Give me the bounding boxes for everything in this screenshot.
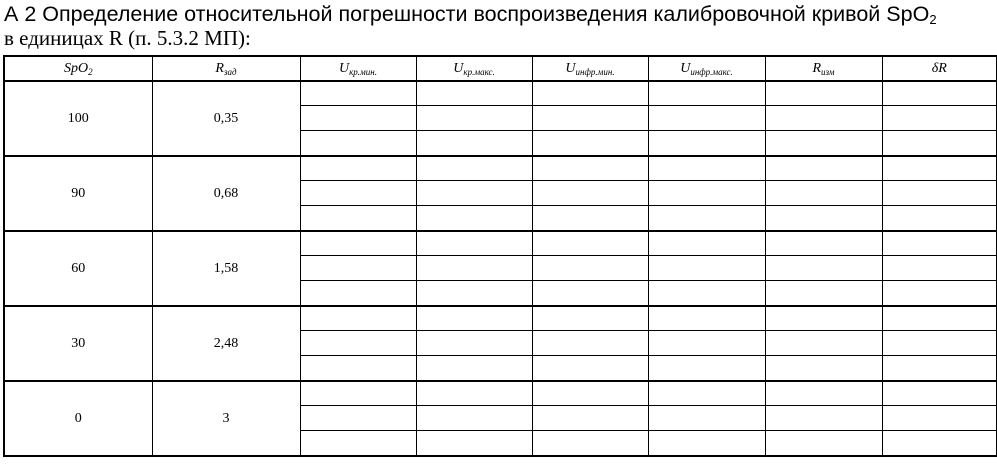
header-spo2: SpO$_2$ — [4, 56, 152, 81]
cell-empty[interactable] — [300, 356, 416, 382]
cell-empty[interactable] — [882, 306, 997, 331]
cell-empty[interactable] — [765, 381, 882, 406]
cell-empty[interactable] — [882, 331, 997, 356]
cell-empty[interactable] — [416, 356, 532, 382]
cell-empty[interactable] — [648, 81, 765, 106]
cell-empty[interactable] — [532, 356, 648, 382]
cell-empty[interactable] — [416, 306, 532, 331]
cell-empty[interactable] — [416, 281, 532, 307]
cell-empty[interactable] — [765, 156, 882, 181]
cell-empty[interactable] — [648, 256, 765, 281]
cell-empty[interactable] — [532, 381, 648, 406]
header-delta-r: δR — [882, 56, 997, 81]
cell-empty[interactable] — [765, 331, 882, 356]
cell-empty[interactable] — [532, 206, 648, 232]
cell-empty[interactable] — [765, 206, 882, 232]
cell-empty[interactable] — [765, 256, 882, 281]
cell-empty[interactable] — [882, 381, 997, 406]
cell-empty[interactable] — [648, 156, 765, 181]
cell-empty[interactable] — [300, 156, 416, 181]
cell-empty[interactable] — [300, 281, 416, 307]
table-row — [4, 81, 997, 106]
cell-empty[interactable] — [648, 331, 765, 356]
cell-empty[interactable] — [532, 106, 648, 131]
cell-empty[interactable] — [648, 131, 765, 157]
cell-empty[interactable] — [300, 331, 416, 356]
section-title-line-1: А 2 Определение относительной погрешности воспроизведения калибровочной кривой SpO$_2$ — [4, 2, 937, 27]
cell-empty[interactable] — [532, 256, 648, 281]
cell-empty[interactable] — [882, 431, 997, 457]
cell-empty[interactable] — [416, 431, 532, 457]
cell-empty[interactable] — [532, 131, 648, 157]
cell-empty[interactable] — [416, 81, 532, 106]
cell-empty[interactable] — [532, 431, 648, 457]
calibration-table — [3, 55, 997, 457]
cell-empty[interactable] — [765, 281, 882, 307]
cell-empty[interactable] — [765, 231, 882, 256]
cell-empty[interactable] — [532, 231, 648, 256]
cell-empty[interactable] — [532, 331, 648, 356]
table-header-row — [4, 56, 997, 81]
cell-empty[interactable] — [882, 156, 997, 181]
cell-empty[interactable] — [765, 181, 882, 206]
cell-spo2: 100 — [4, 81, 152, 156]
cell-empty[interactable] — [300, 431, 416, 457]
cell-empty[interactable] — [648, 431, 765, 457]
cell-empty[interactable] — [416, 331, 532, 356]
section-title-line-2: в единицах R (п. 5.3.2 МП): — [4, 26, 251, 50]
cell-empty[interactable] — [882, 256, 997, 281]
cell-empty[interactable] — [300, 181, 416, 206]
cell-empty[interactable] — [648, 181, 765, 206]
cell-empty[interactable] — [765, 306, 882, 331]
cell-empty[interactable] — [300, 131, 416, 157]
cell-empty[interactable] — [300, 231, 416, 256]
cell-empty[interactable] — [765, 406, 882, 431]
cell-empty[interactable] — [882, 81, 997, 106]
cell-empty[interactable] — [416, 106, 532, 131]
cell-spo2: 90 — [4, 156, 152, 231]
cell-r-set: 0,35 — [152, 81, 300, 156]
cell-empty[interactable] — [648, 231, 765, 256]
header-u-ir-min: $U_{инфр.мин.}$ — [532, 56, 648, 81]
cell-empty[interactable] — [300, 381, 416, 406]
cell-empty[interactable] — [648, 206, 765, 232]
cell-empty[interactable] — [648, 406, 765, 431]
cell-empty[interactable] — [882, 106, 997, 131]
cell-empty[interactable] — [300, 106, 416, 131]
cell-empty[interactable] — [882, 356, 997, 382]
cell-empty[interactable] — [648, 306, 765, 331]
cell-empty[interactable] — [882, 231, 997, 256]
cell-empty[interactable] — [765, 356, 882, 382]
header-u-red-min: $U_{кр.мин.}$ — [300, 56, 416, 81]
cell-empty[interactable] — [882, 206, 997, 232]
cell-empty[interactable] — [882, 181, 997, 206]
table-row — [4, 156, 997, 181]
cell-empty[interactable] — [765, 131, 882, 157]
cell-empty[interactable] — [532, 281, 648, 307]
cell-empty[interactable] — [416, 206, 532, 232]
cell-empty[interactable] — [416, 231, 532, 256]
cell-empty[interactable] — [882, 406, 997, 431]
header-u-red-max: $U_{кр.макс.}$ — [416, 56, 532, 81]
cell-r-set: 0,68 — [152, 156, 300, 231]
cell-empty[interactable] — [882, 281, 997, 307]
cell-empty[interactable] — [416, 181, 532, 206]
cell-empty[interactable] — [416, 156, 532, 181]
header-r-set: $R_{зад}$ — [152, 56, 300, 81]
cell-empty[interactable] — [765, 431, 882, 457]
cell-r-set: 3 — [152, 381, 300, 456]
header-u-ir-max: $U_{инфр.макс.}$ — [648, 56, 765, 81]
cell-empty[interactable] — [300, 206, 416, 232]
cell-empty[interactable] — [532, 156, 648, 181]
header-r-measured: $R_{изм}$ — [765, 56, 882, 81]
cell-empty[interactable] — [532, 406, 648, 431]
cell-r-set: 2,48 — [152, 306, 300, 381]
cell-empty[interactable] — [532, 306, 648, 331]
cell-empty[interactable] — [416, 406, 532, 431]
cell-spo2: 30 — [4, 306, 152, 381]
cell-empty[interactable] — [416, 131, 532, 157]
cell-empty[interactable] — [765, 106, 882, 131]
cell-spo2: 60 — [4, 231, 152, 306]
table-row — [4, 231, 997, 256]
cell-empty[interactable] — [648, 356, 765, 382]
cell-spo2: 0 — [4, 381, 152, 456]
cell-empty[interactable] — [300, 306, 416, 331]
cell-empty[interactable] — [648, 381, 765, 406]
table-row — [4, 306, 997, 331]
cell-empty[interactable] — [416, 256, 532, 281]
cell-empty[interactable] — [882, 131, 997, 157]
cell-empty[interactable] — [300, 256, 416, 281]
cell-r-set: 1,58 — [152, 231, 300, 306]
table-row — [4, 381, 997, 406]
cell-empty[interactable] — [648, 281, 765, 307]
cell-empty[interactable] — [416, 381, 532, 406]
cell-empty[interactable] — [765, 81, 882, 106]
cell-empty[interactable] — [648, 106, 765, 131]
cell-empty[interactable] — [532, 181, 648, 206]
cell-empty[interactable] — [300, 81, 416, 106]
cell-empty[interactable] — [300, 406, 416, 431]
cell-empty[interactable] — [532, 81, 648, 106]
